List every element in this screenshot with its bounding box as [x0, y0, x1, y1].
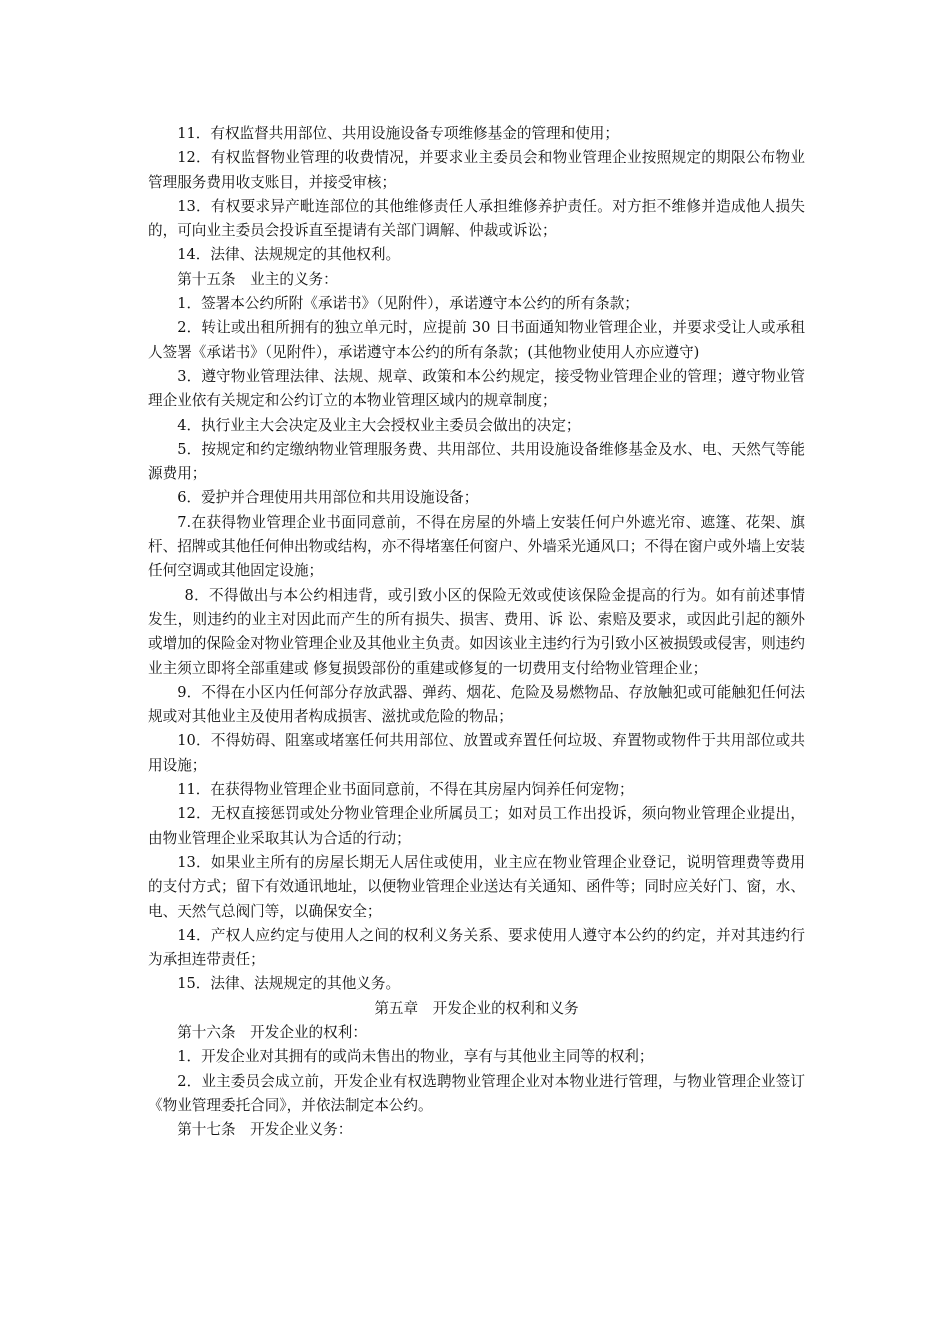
paragraph-right-11: 11．有权监督共用部位、共用设施设备专项维修基金的管理和使用； — [177, 125, 619, 142]
paragraph-duty-14: 14．产权人应约定与使用人之间的权利义务关系、要求使用人遵守本公约的约定，并对其违约行为承担连带责任； — [148, 926, 805, 969]
article-17-heading: 第十七条 开发企业义务： — [177, 1121, 353, 1139]
paragraph-duty-9: 9．不得在小区内任何部分存放武器、弹药、烟花、危险及易燃物品、存放触犯或可能触犯任何法规或对其他业主及使用者构成损害、滋扰或危险的物品； — [148, 683, 805, 726]
paragraph-duty-1: 1．签署本公约所附《承诺书》（见附件），承诺遵守本公约的所有条款； — [177, 295, 639, 313]
paragraph-duty-12: 12．无权直接惩罚或处分物业管理企业所属员工；如对员工作出投诉，须向物业管理企业提出，由物业管理企业采取其认为合适的行动； — [148, 805, 805, 847]
document-page — [148, 122, 805, 1142]
article-15-heading: 第十五条 业主的义务： — [177, 270, 338, 288]
paragraph-developer-right-1: 1．开发企业对其拥有的或尚未售出的物业，享有与其他业主同等的权利； — [177, 1048, 654, 1066]
article-16-heading: 第十六条 开发企业的权利： — [177, 1023, 367, 1041]
paragraph-duty-4: 4．执行业主大会决定及业主大会授权业主委员会做出的决定； — [177, 416, 581, 434]
paragraph-right-12: 12．有权监督物业管理的收费情况，并要求业主委员会和物业管理企业按照规定的期限公布物业管理服务费用收支账目，并接受审核； — [148, 149, 805, 191]
paragraph-duty-13: 13．如果业主所有的房屋长期无人居住或使用，业主应在物业管理企业登记，说明管理费等费用的支付方式；留下有效通讯地址，以便物业管理企业送达有关通知、函件等；同时应关好门、窗，水、电、天然气总阀门等，以确保安全； — [148, 853, 805, 920]
paragraph-right-14: 14．法律、法规规定的其他权利。 — [177, 246, 401, 264]
paragraph-duty-11: 11．在获得物业管理企业书面同意前，不得在其房屋内饲养任何宠物； — [177, 781, 634, 799]
paragraph-duty-3: 3．遵守物业管理法律、法规、规章、政策和本公约规定，接受物业管理企业的管理；遵守物业管理企业依有关规定和公约订立的本物业管理区域内的规章制度； — [148, 367, 805, 410]
paragraph-duty-5: 5．按规定和约定缴纳物业管理服务费、共用部位、共用设施设备维修基金及水、电、天然气等能源费用； — [148, 440, 805, 483]
paragraph-duty-2: 2．转让或出租所拥有的独立单元时，应提前 30 日书面通知物业管理企业，并要求受让人或承租人签署《承诺书》（见附件），承诺遵守本公约的所有条款；(其他物业使用人亦应遵守) — [148, 319, 805, 361]
paragraph-right-13: 13．有权要求异产毗连部位的其他维修责任人承担维修养护责任。对方拒不维修并造成他人损失的，可向业主委员会投诉直至提请有关部门调解、仲裁或诉讼； — [148, 197, 805, 240]
paragraph-duty-8: 8．不得做出与本公约相违背，或引致小区的保险无效或使该保险金提高的行为。如有前述事情发生，则违约的业主对因此而产生的所有损失、损害、费用、诉 讼、索赔及要求，或因此引起的额外或增加的保险金对物业管理企业及其他业主负责。如因该业主违约行为引致小区被损毁或侵害，则违约业主须立即将全部重建或 修复损毁部份的重建或修复的一切费用支付给物业管理企业； — [148, 586, 805, 677]
paragraph-duty-6: 6．爱护并合理使用共用部位和共用设施设备； — [177, 489, 479, 507]
paragraph-developer-right-2: 2．业主委员会成立前，开发企业有权选聘物业管理企业对本物业进行管理，与物业管理企业签订《物业管理委托合同》，并依法制定本公约。 — [148, 1072, 805, 1114]
chapter-title: 第五章 开发企业的权利和义务 — [374, 999, 579, 1017]
paragraph-duty-7: 7.在获得物业管理企业书面同意前，不得在房屋的外墙上安装任何户外遮光帘、遮篷、花架、旗杆、招牌或其他任何伸出物或结构，亦不得堵塞任何窗户、外墙采光通风口；不得在窗户或外墙上安装任何空调或其他固定设施； — [148, 513, 805, 580]
paragraph-duty-10: 10．不得妨碍、阻塞或堵塞任何共用部位、放置或弃置任何垃圾、弃置物或物件于共用部位或共用设施； — [148, 732, 805, 774]
paragraph-duty-15: 15．法律、法规规定的其他义务。 — [177, 975, 401, 993]
